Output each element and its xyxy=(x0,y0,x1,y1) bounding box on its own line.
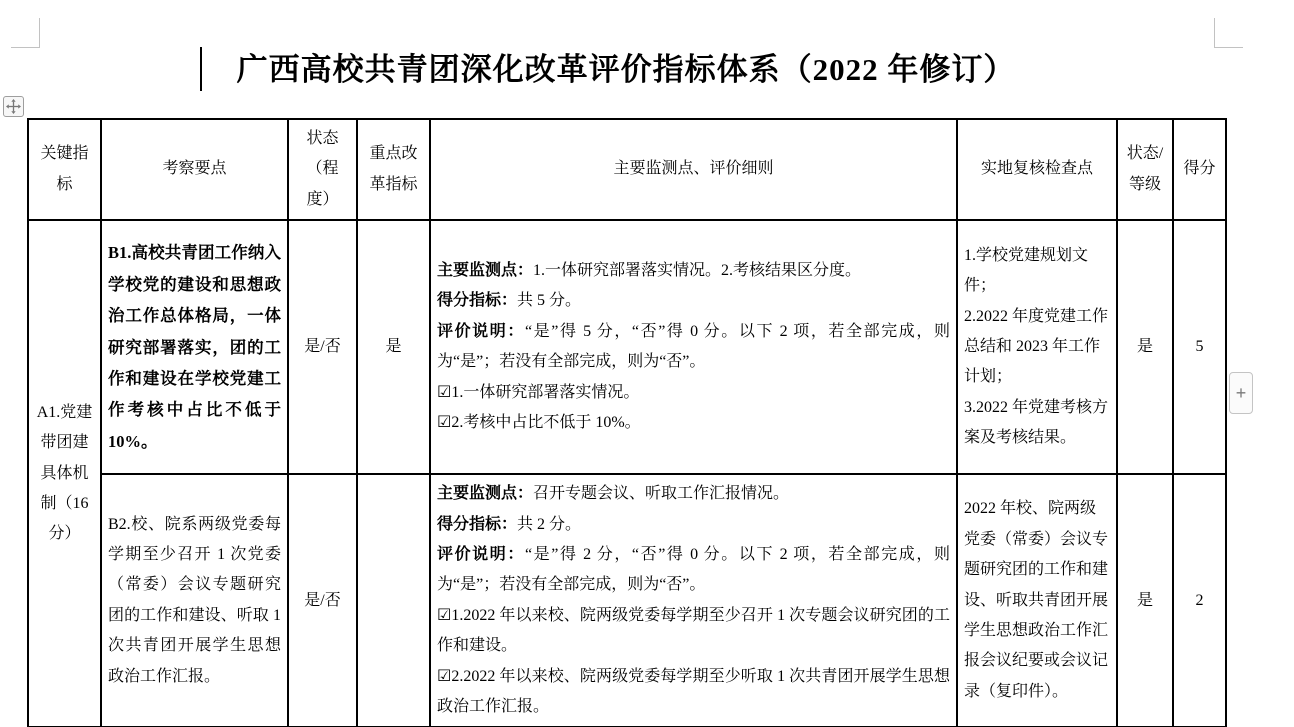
header-site-check[interactable]: 实地复核检查点 xyxy=(957,119,1117,220)
cell-key-reform-b1[interactable]: 是 xyxy=(357,220,430,474)
check-item: ☑2.考核中占比不低于 10%。 xyxy=(437,413,641,431)
header-key-reform-indicator[interactable]: 重点改革指标 xyxy=(357,119,430,220)
header-inspection-points[interactable]: 考察要点 xyxy=(101,119,288,220)
check-item: ☑1.一体研究部署落实情况。 xyxy=(437,383,640,401)
cell-inspection-point-b1[interactable]: B1.高校共青团工作纳入学校党的建设和思想政治工作总体格局，一体研究部署落实，团的工作和建设在学校党建工作考核中占比不低于 10%。 xyxy=(101,220,288,474)
cell-status-grade-b2[interactable]: 是 xyxy=(1117,474,1173,727)
table-row-b1 xyxy=(28,220,1226,474)
site-check-item: 2.2022 年度党建工作总结和 2023 年工作计划； xyxy=(964,307,1109,386)
score-rule-line: 得分指标：共 5 分。 xyxy=(437,292,582,310)
document-title[interactable]: 广西高校共青团深化改革评价指标体系（2022 年修订） xyxy=(236,52,1016,87)
cell-site-check-b1[interactable] xyxy=(957,220,1117,474)
header-key-indicator[interactable]: 关键指标 xyxy=(28,119,101,220)
header-monitoring-points[interactable]: 主要监测点、评价细则 xyxy=(430,119,957,220)
cell-score-b2[interactable]: 2 xyxy=(1173,474,1226,727)
cell-monitoring-b2[interactable] xyxy=(430,474,957,727)
cell-site-check-b2[interactable] xyxy=(957,474,1117,727)
check-item: ☑2.2022 年以来校、院两级党委每学期至少听取 1 次共青团开展学生思想政治工作汇报。 xyxy=(437,667,950,715)
cell-inspection-point-b2[interactable]: B2.校、院系两级党委每学期至少召开 1 次党委（常委）会议专题研究团的工作和建设、听取 1 次共青团开展学生思想政治工作汇报。 xyxy=(101,474,288,727)
cell-status-degree-b2[interactable]: 是/否 xyxy=(288,474,357,727)
cell-key-reform-b2[interactable] xyxy=(357,474,430,727)
evaluation-note-line: 评价说明：“是”得 2 分，“否”得 0 分。以下 2 项，若全部完成，则为“是”；若没有全部完成，则为“否”。 xyxy=(437,545,950,594)
cell-status-degree-b1[interactable]: 是/否 xyxy=(288,220,357,474)
header-score[interactable]: 得分 xyxy=(1173,119,1226,220)
score-rule-line: 得分指标：共 2 分。 xyxy=(437,515,582,533)
plus-icon: + xyxy=(1235,382,1247,403)
monitoring-points-line: 主要监测点：1.一体研究部署落实情况。2.考核结果区分度。 xyxy=(437,262,862,279)
table-row-b2 xyxy=(28,474,1226,727)
add-button[interactable] xyxy=(1229,372,1253,414)
cell-monitoring-b1[interactable] xyxy=(430,220,957,474)
header-status-grade[interactable]: 状态/等级 xyxy=(1117,119,1173,220)
site-check-item: 3.2022 年党建考核方案及考核结果。 xyxy=(964,398,1109,447)
cell-score-b1[interactable]: 5 xyxy=(1173,220,1226,474)
table-move-handle[interactable] xyxy=(3,96,24,117)
monitoring-points-line: 主要监测点：召开专题会议、听取工作汇报情况。 xyxy=(437,485,790,503)
evaluation-table xyxy=(27,118,1227,727)
header-status-degree[interactable]: 状态（程度） xyxy=(288,119,357,220)
cell-key-indicator[interactable]: A1.党建带团建具体机制（16 分） xyxy=(28,220,101,727)
header-row xyxy=(28,119,1226,220)
site-check-item: 1.学校党建规划文件； xyxy=(964,246,1089,295)
move-arrows-icon xyxy=(6,99,21,114)
check-item: ☑1.2022 年以来校、院两级党委每学期至少召开 1 次专题会议研究团的工作和建设。 xyxy=(437,606,950,655)
cell-status-grade-b1[interactable]: 是 xyxy=(1117,220,1173,474)
evaluation-note-line: 评价说明：“是”得 5 分，“否”得 0 分。以下 2 项，若全部完成，则为“是”；若没有全部完成，则为“否”。 xyxy=(437,322,950,371)
site-check-item: 2022 年校、院两级党委（常委）会议专题研究团的工作和建设、听取共青团开展学生思想政治工作汇报会议纪要或会议记录（复印件）。 xyxy=(964,500,1109,700)
